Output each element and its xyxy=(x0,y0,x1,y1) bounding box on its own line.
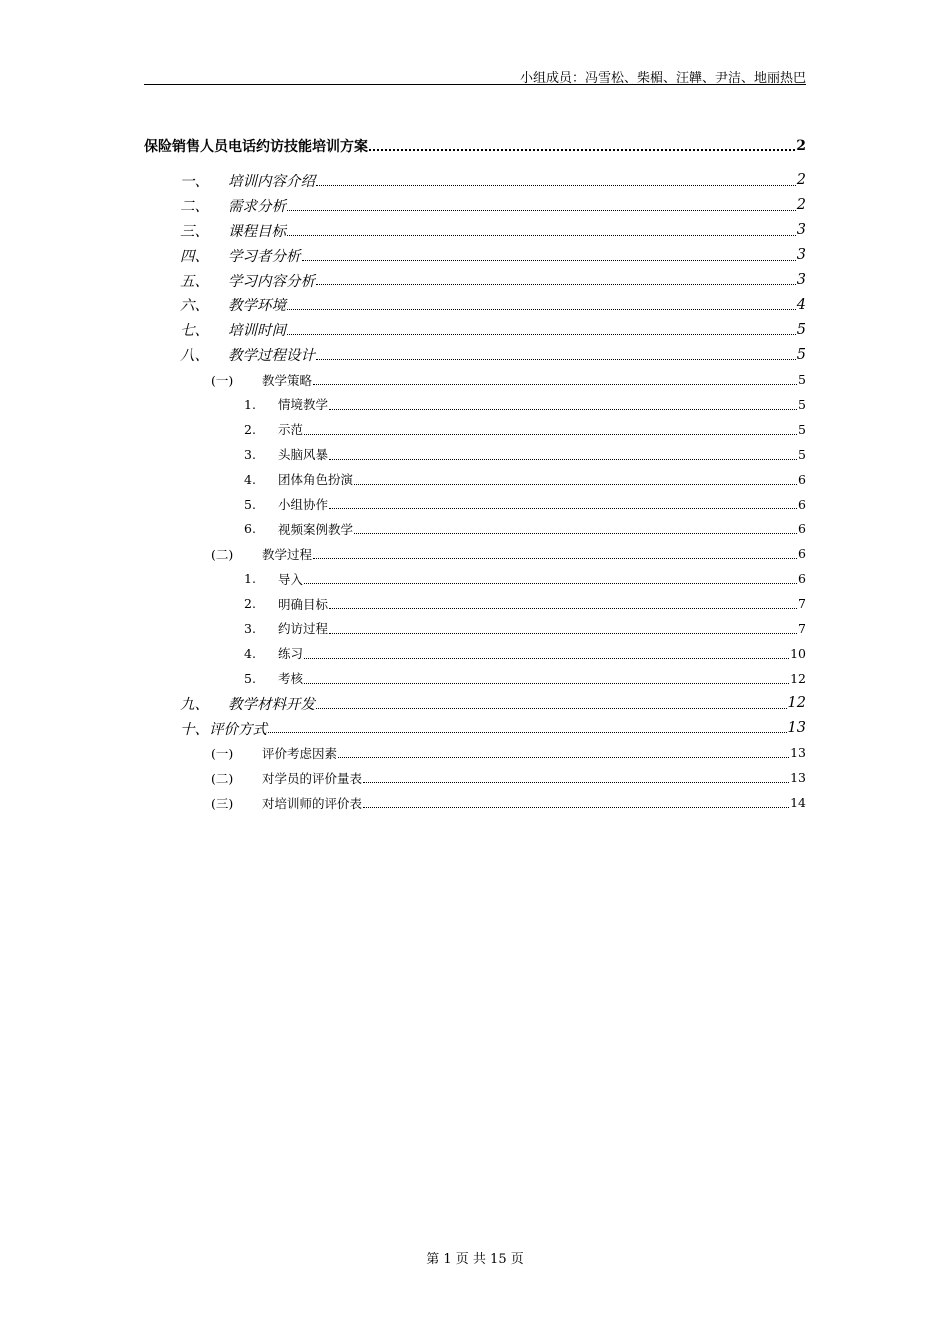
toc-entry-title: 评价考虑因素 xyxy=(262,745,338,761)
toc-page-number: 6 xyxy=(798,521,806,537)
toc-entry-number: 二、 xyxy=(180,198,209,215)
toc-subentry[interactable] xyxy=(144,790,806,815)
toc-entry-number: 六、 xyxy=(180,298,209,315)
toc-entry-number: 五、 xyxy=(180,273,209,290)
toc-page-number: 5 xyxy=(796,346,806,363)
dot-leader xyxy=(313,383,797,385)
toc-page-number: 14 xyxy=(790,795,806,811)
toc-entry-number: (一) xyxy=(211,372,234,388)
toc-page-number: 13 xyxy=(787,720,806,737)
toc-entry[interactable] xyxy=(144,317,806,342)
toc-subentry[interactable] xyxy=(144,765,806,790)
toc-entry-title: 小组协作 xyxy=(278,497,329,513)
toc-entry-title: 对学员的评价量表 xyxy=(262,770,363,786)
toc-page-number: 5 xyxy=(798,396,806,412)
toc-entry-number: 2. xyxy=(244,421,256,437)
toc-entry[interactable] xyxy=(144,268,806,293)
dot-leader xyxy=(338,756,789,758)
toc-entry-number: (一) xyxy=(211,745,234,761)
toc-page-number: 7 xyxy=(798,596,806,612)
dot-leader xyxy=(304,433,797,435)
toc-entry-title: 情境教学 xyxy=(278,397,329,413)
toc-entry-number: 九、 xyxy=(180,696,209,713)
toc-entry-title: 教学环境 xyxy=(228,298,286,315)
toc-entry-title: 视频案例教学 xyxy=(278,521,354,537)
dot-leader xyxy=(287,308,796,310)
toc-subsubentry[interactable] xyxy=(144,392,806,417)
toc-entry[interactable] xyxy=(144,168,806,193)
toc-page-number: 3 xyxy=(796,272,806,288)
toc-page-number: 3 xyxy=(796,222,806,239)
toc-page-number: 6 xyxy=(798,571,806,587)
toc-entry-title: 学习内容分析 xyxy=(228,273,315,290)
toc-entry-title: 对培训师的评价表 xyxy=(262,795,363,811)
toc-subsubentry[interactable] xyxy=(144,616,806,641)
group-members: 小组成员：冯雪松、柴楣、汪韡、尹洁、地丽热巴 xyxy=(519,71,806,86)
page-header xyxy=(144,64,806,85)
toc-entry-number: 2. xyxy=(244,596,256,612)
toc-entry-title: 培训时间 xyxy=(228,323,286,340)
toc-page-number: 3 xyxy=(796,247,806,264)
toc-subsubentry[interactable] xyxy=(144,492,806,517)
dot-leader xyxy=(363,806,789,808)
toc-entry-number: 七、 xyxy=(180,323,209,340)
toc-page-number: 13 xyxy=(790,745,806,761)
toc-page-number: 4 xyxy=(796,296,806,313)
toc-entry-title: 教学策略 xyxy=(262,372,313,388)
toc-entry-title: 示范 xyxy=(278,422,304,438)
dot-leader xyxy=(302,259,796,261)
toc-entry-number: 三、 xyxy=(180,223,209,240)
toc-entry-title: 课程目标 xyxy=(228,223,286,240)
toc-entry-number: 3. xyxy=(244,446,256,462)
toc-page-number: 2 xyxy=(796,138,806,154)
toc-subsubentry[interactable] xyxy=(144,641,806,666)
toc-entry-number: (二) xyxy=(211,770,234,786)
dot-leader xyxy=(304,582,797,584)
dot-leader xyxy=(354,532,797,534)
toc-page-number: 10 xyxy=(790,645,806,661)
toc-entry-number: (三) xyxy=(211,795,234,811)
toc-entry[interactable] xyxy=(144,716,806,741)
toc-page-number: 7 xyxy=(798,620,806,636)
dot-leader xyxy=(354,483,797,485)
toc-entry-title: 教学过程 xyxy=(262,546,313,562)
toc-entry-title: 考核 xyxy=(278,671,304,687)
toc-page-number: 6 xyxy=(798,496,806,512)
toc-page-number: 12 xyxy=(787,695,806,712)
toc-entry-title: 明确目标 xyxy=(278,596,329,612)
toc-page-number: 6 xyxy=(798,546,806,562)
toc-page-number: 2 xyxy=(796,172,806,189)
dot-leader xyxy=(316,184,796,186)
toc-entry-number: 四、 xyxy=(180,248,209,265)
toc-page-number: 2 xyxy=(796,197,806,214)
dot-leader xyxy=(316,358,796,360)
dot-leader xyxy=(329,632,797,634)
toc-subsubentry[interactable] xyxy=(144,417,806,442)
page-footer xyxy=(0,1248,950,1267)
toc-entry-title: 头脑风暴 xyxy=(278,447,329,463)
toc-subentry[interactable] xyxy=(144,541,806,566)
toc-entry-title: 团体角色扮演 xyxy=(278,472,354,488)
toc-entry-title: 教学过程设计 xyxy=(228,348,315,365)
dot-leader xyxy=(329,408,797,410)
toc-subsubentry[interactable] xyxy=(144,566,806,591)
toc-entry-title: 需求分析 xyxy=(228,198,286,215)
toc-entry-number: 1. xyxy=(244,571,256,587)
dot-leader xyxy=(363,781,789,783)
toc-entry[interactable] xyxy=(144,292,806,317)
toc-entry-number: 4. xyxy=(244,645,256,661)
toc-entry-number: 6. xyxy=(244,521,256,537)
dot-leader xyxy=(268,731,787,733)
dot-leader xyxy=(316,283,796,285)
toc-subsubentry[interactable] xyxy=(144,442,806,467)
toc-page-number: 6 xyxy=(798,471,806,487)
toc-subsubentry[interactable] xyxy=(144,467,806,492)
toc-entry-title: 导入 xyxy=(278,571,304,587)
toc-page-number: 5 xyxy=(798,421,806,437)
toc-entry-title: 约访过程 xyxy=(278,621,329,637)
toc-entry[interactable] xyxy=(144,342,806,367)
toc-entry-number: 3. xyxy=(244,620,256,636)
dot-leader xyxy=(304,657,789,659)
dot-leader xyxy=(329,607,797,609)
page-number-info: 第 1 页 共 15 页 xyxy=(426,1252,524,1267)
toc-entry-number: 一、 xyxy=(180,173,209,190)
toc-entry-number: 1. xyxy=(244,396,256,412)
toc-subsubentry[interactable] xyxy=(144,516,806,541)
dot-leader xyxy=(316,707,787,709)
toc-entry-title: 教学材料开发 xyxy=(228,696,315,713)
toc-subentry[interactable] xyxy=(144,740,806,765)
toc-main-title-row[interactable] xyxy=(144,134,806,158)
toc-subentry[interactable] xyxy=(144,367,806,392)
toc-entry[interactable] xyxy=(144,193,806,218)
toc-subsubentry[interactable] xyxy=(144,666,806,691)
toc-entry-number: 4. xyxy=(244,471,256,487)
dot-leader xyxy=(329,458,797,460)
dot-leader xyxy=(304,682,789,684)
toc-page-number: 5 xyxy=(798,446,806,462)
dot-leader xyxy=(329,507,797,509)
toc-entry[interactable] xyxy=(144,243,806,268)
dot-leader xyxy=(313,557,797,559)
toc-entry-title: 学习者分析 xyxy=(228,248,301,265)
toc-page-number: 12 xyxy=(790,670,806,686)
toc-entry-title: 培训内容介绍 xyxy=(228,173,315,190)
dot-leader xyxy=(369,148,795,151)
toc-page-number: 5 xyxy=(796,321,806,338)
toc-entry-number: (二) xyxy=(211,546,234,562)
toc-entry-number: 5. xyxy=(244,670,256,686)
toc-entry-number: 5. xyxy=(244,496,256,512)
toc-entry-number: 八、 xyxy=(180,348,209,365)
toc-entry[interactable] xyxy=(144,691,806,716)
toc-entry-title: 十、评价方式 xyxy=(180,721,267,738)
toc-page-number: 5 xyxy=(798,372,806,388)
toc-entry-title: 练习 xyxy=(278,646,304,662)
table-of-contents xyxy=(144,134,806,815)
toc-main-title: 保险销售人员电话约访技能培训方案 xyxy=(144,139,368,155)
dot-leader xyxy=(287,234,796,236)
toc-entry[interactable] xyxy=(144,218,806,243)
dot-leader xyxy=(287,333,796,335)
toc-subsubentry[interactable] xyxy=(144,591,806,616)
toc-page-number: 13 xyxy=(790,770,806,786)
dot-leader xyxy=(287,209,796,211)
